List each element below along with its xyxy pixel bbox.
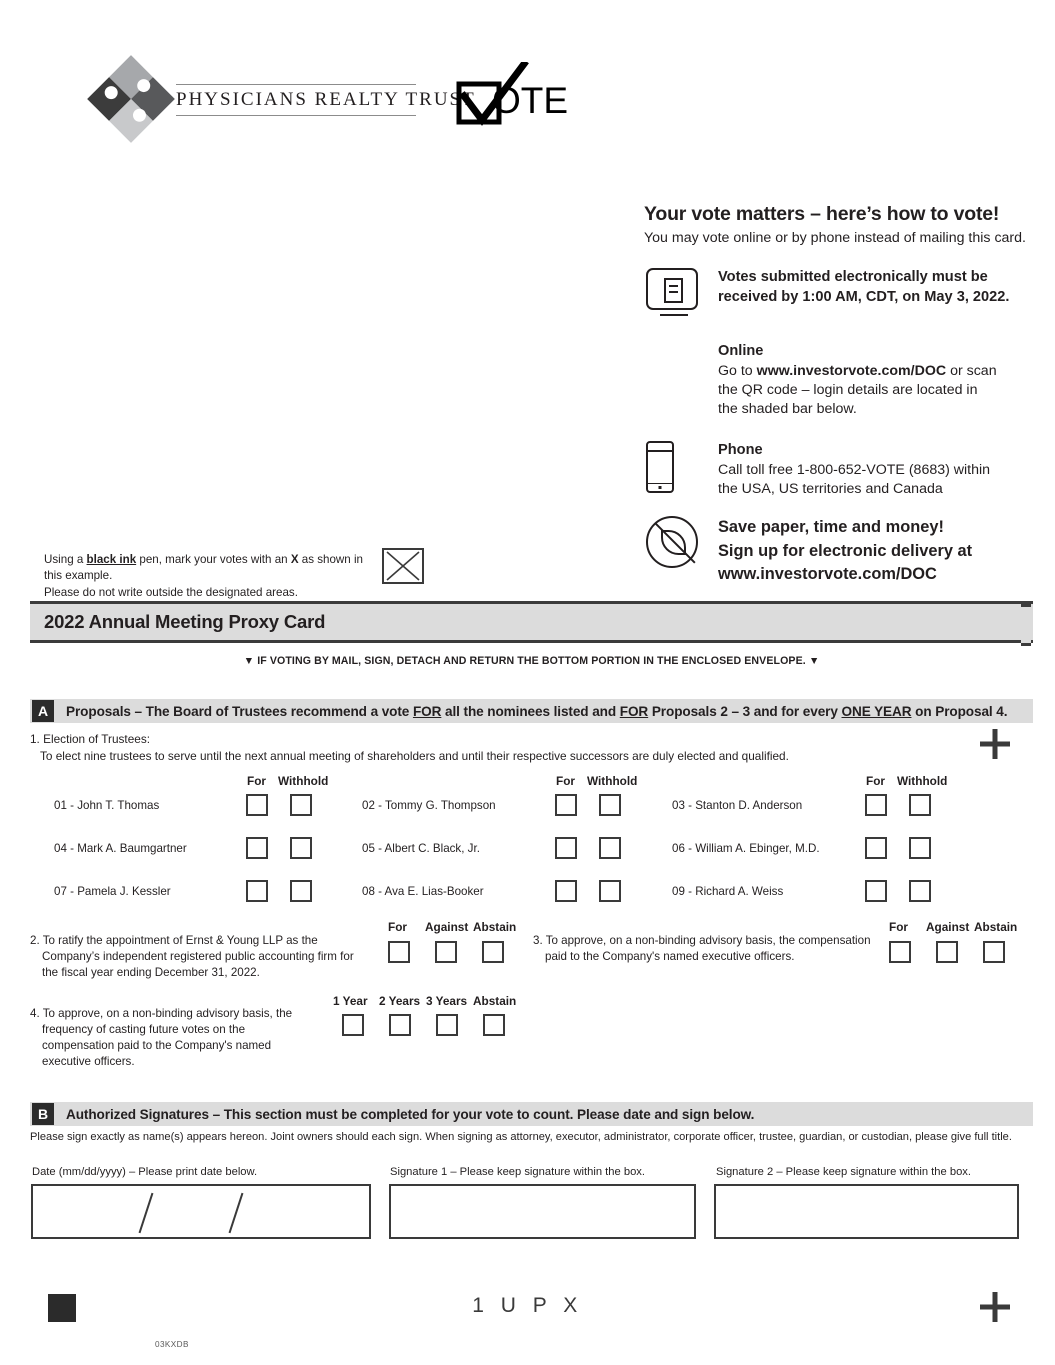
proposal-4-line-1: To approve, on a non-binding advisory basis, the <box>42 1007 293 1020</box>
nominee-label-03: 03 - Stanton D. Anderson <box>672 799 803 812</box>
no-paper-leaf-icon <box>644 516 718 587</box>
title-rule-bottom <box>30 640 1033 643</box>
how-to-vote-heading: Your vote matters – here’s how to vote! <box>644 203 1000 225</box>
proposal-4-3years-checkbox[interactable] <box>436 1014 458 1036</box>
nominee-03-withhold-checkbox[interactable] <box>909 794 931 816</box>
proposal-2-line-1: To ratify the appointment of Ernst & Young LLP as the <box>42 934 318 947</box>
form-code: 1 U P X <box>472 1294 583 1317</box>
nominee-08-for-checkbox[interactable] <box>555 880 577 902</box>
proposal-2-against-header: Against <box>425 920 469 934</box>
section-b-title: Authorized Signatures – This section must be completed for your vote to count. Please date and sign below. <box>66 1106 755 1122</box>
proposal-2-abstain-checkbox[interactable] <box>482 941 504 963</box>
mobile-phone-icon <box>644 441 718 499</box>
proposal-2-line-3: the fiscal year ending December 31, 2022. <box>42 965 260 979</box>
phone-line-1: Call toll free 1-800-652-VOTE (8683) within <box>718 461 991 478</box>
nominee-label-07: 07 - Pamela J. Kessler <box>54 885 171 898</box>
deadline-line-1: Votes submitted electronically must be <box>718 269 988 285</box>
mark-mid: pen, mark your votes with an <box>136 553 291 566</box>
proposal-1-heading <box>30 731 789 748</box>
proposal-3-for-header: For <box>889 920 909 934</box>
section-a-letter: A <box>32 700 54 722</box>
vote-wordmark-text: OTE <box>492 80 569 121</box>
proposal-4-2years-checkbox[interactable] <box>389 1014 411 1036</box>
proposal-4-number: 4. <box>30 1007 40 1020</box>
signature-instructions <box>30 1130 1033 1146</box>
marking-instructions <box>44 552 384 601</box>
nominee-09-for-checkbox[interactable] <box>865 880 887 902</box>
edelivery-line-3: www.investorvote.com/DOC <box>718 565 937 584</box>
nominee-col1-for-header: For <box>247 774 267 788</box>
nominee-col2-withhold-header: Withhold <box>587 774 638 788</box>
nominee-col1-withhold-header: Withhold <box>278 774 329 788</box>
nominee-label-08: 08 - Ava E. Lias-Booker <box>362 885 484 898</box>
proposal-4-text <box>30 1006 320 1070</box>
date-input-box[interactable] <box>31 1184 371 1239</box>
proposal-2-text <box>30 933 370 981</box>
proposal-3-against-checkbox[interactable] <box>936 941 958 963</box>
nominee-08-withhold-checkbox[interactable] <box>599 880 621 902</box>
proposal-4-abstain-header: Abstain <box>473 994 517 1008</box>
electronic-delivery-block <box>644 516 1034 587</box>
nominee-label-05: 05 - Albert C. Black, Jr. <box>362 842 480 855</box>
nominee-02-withhold-checkbox[interactable] <box>599 794 621 816</box>
proposal-4-1year-header: 1 Year <box>333 994 368 1008</box>
proposal-1-description: To elect nine trustees to serve until the next annual meeting of shareholders and until their respective successors are duly elected and qualified. <box>40 749 789 764</box>
signature-1-caption: Signature 1 – Please keep signature within the box. <box>390 1166 645 1178</box>
proposal-3-line-1: To approve, on a non-binding advisory basis, the compensation <box>545 934 871 947</box>
signature-note-line-1: Please sign exactly as name(s) appears hereon. Joint owners should each sign. When signing as attorney, executor, administrator, corporate officer, trustee, guardian, or custodian, please give <box>30 1131 972 1143</box>
nominee-label-04: 04 - Mark A. Baumgartner <box>54 842 187 855</box>
nominee-01-for-checkbox[interactable] <box>246 794 268 816</box>
phone-voting-block <box>644 441 1034 499</box>
phone-title: Phone <box>718 442 763 458</box>
online-line-1 <box>718 362 1034 381</box>
proposal-2-against-checkbox[interactable] <box>435 941 457 963</box>
proposal-4-2years-header: 2 Years <box>379 994 421 1008</box>
sec-a-mid-1: all the nominees listed and <box>441 703 620 719</box>
signature-1-input-box[interactable] <box>389 1184 696 1239</box>
section-a-title <box>54 704 1007 719</box>
mark-suffix: as shown in this example. <box>44 553 363 583</box>
vote-logo-icon <box>452 62 569 132</box>
nominee-05-for-checkbox[interactable] <box>555 837 577 859</box>
wordmark-rule-bottom <box>176 115 416 116</box>
nominee-06-withhold-checkbox[interactable] <box>909 837 931 859</box>
plus-registration-mark-bottom-icon <box>978 1290 1012 1324</box>
proposal-4-line-4: executive officers. <box>42 1054 135 1068</box>
nominee-05-withhold-checkbox[interactable] <box>599 837 621 859</box>
online-goto-prefix: Go to <box>718 362 757 379</box>
nominee-09-withhold-checkbox[interactable] <box>909 880 931 902</box>
proposal-3-abstain-checkbox[interactable] <box>983 941 1005 963</box>
date-slash-1-icon <box>139 1193 154 1234</box>
edelivery-line-2: Sign up for electronic delivery at <box>718 541 973 560</box>
monitor-icon <box>644 268 718 310</box>
sec-a-mid-2: Proposals 2 – 3 and for every <box>648 703 842 719</box>
signature-2-caption: Signature 2 – Please keep signature within the box. <box>716 1166 971 1178</box>
proposal-2-for-checkbox[interactable] <box>388 941 410 963</box>
online-line-2: the QR code – login details are located in <box>718 381 978 398</box>
phone-line-2: the USA, US territories and Canada <box>718 480 943 497</box>
control-code: 03KXDB <box>155 1340 189 1349</box>
company-name: PHYSICIANS REALTY TRUST <box>176 88 476 110</box>
proposal-4-1year-checkbox[interactable] <box>342 1014 364 1036</box>
electronic-deadline-block <box>644 268 1034 310</box>
nominee-01-withhold-checkbox[interactable] <box>290 794 312 816</box>
company-logo-row <box>100 68 476 130</box>
proposal-4-line-2: frequency of casting future votes on the <box>42 1022 246 1036</box>
nominee-02-for-checkbox[interactable] <box>555 794 577 816</box>
black-ink-emphasis: black ink <box>86 553 137 566</box>
proposal-3-line-2: paid to the Company's named executive officers. <box>545 949 795 963</box>
nominee-04-withhold-checkbox[interactable] <box>290 837 312 859</box>
proposal-4-3years-header: 3 Years <box>426 994 468 1008</box>
proposal-1-title: Election of Trustees: <box>43 732 151 746</box>
online-goto-suffix: or scan <box>946 362 997 379</box>
section-a-header <box>30 699 1033 723</box>
proposal-1-number: 1. <box>30 732 40 746</box>
mark-prefix: Using a <box>44 553 87 566</box>
plus-registration-mark-icon <box>978 727 1012 761</box>
qr-code-icon <box>644 342 718 419</box>
signature-note-line-2: full title. <box>974 1131 1012 1143</box>
proposal-3-abstain-header: Abstain <box>974 920 1018 934</box>
mark-x-letter: X <box>290 553 299 566</box>
section-b-header <box>30 1102 1033 1126</box>
nominee-col2-for-header: For <box>556 774 576 788</box>
puzzle-diamond-logo-icon <box>87 55 175 143</box>
nominee-label-06: 06 - William A. Ebinger, M.D. <box>672 842 820 855</box>
online-line-3: the shaded bar below. <box>718 400 857 417</box>
detach-notice: ▼ IF VOTING BY MAIL, SIGN, DETACH AND RETURN THE BOTTOM PORTION IN THE ENCLOSED ENVELOPE. ▼ <box>243 655 820 667</box>
proposal-4-line-3: compensation paid to the Company's named <box>42 1038 272 1052</box>
how-to-vote-section <box>644 203 1034 246</box>
nominee-07-withhold-checkbox[interactable] <box>290 880 312 902</box>
page-title: 2022 Annual Meeting Proxy Card <box>44 611 326 632</box>
proposal-2-for-header: For <box>388 920 408 934</box>
nominee-label-09: 09 - Richard A. Weiss <box>672 885 784 898</box>
proposal-3-against-header: Against <box>926 920 970 934</box>
proxy-card-title-bar <box>30 604 1033 640</box>
date-slash-2-icon <box>229 1193 244 1234</box>
mark-line-2: Please do not write outside the designated areas. <box>44 585 298 599</box>
nominee-06-for-checkbox[interactable] <box>865 837 887 859</box>
sec-a-for-2: FOR <box>619 703 649 719</box>
x-mark-example-box-icon <box>382 548 424 584</box>
date-field-caption: Date (mm/dd/yyyy) – Please print date below. <box>32 1166 258 1178</box>
how-to-vote-subheading: You may vote online or by phone instead of mailing this card. <box>644 230 1026 246</box>
nominee-07-for-checkbox[interactable] <box>246 880 268 902</box>
proposal-2-abstain-header: Abstain <box>473 920 517 934</box>
sec-a-pre: Proposals – The Board of Trustees recommend a vote <box>66 703 413 719</box>
proposal-2-number: 2. <box>30 934 40 947</box>
sec-a-for-1: FOR <box>412 703 442 719</box>
online-title: Online <box>718 343 764 359</box>
online-voting-block <box>644 342 1034 419</box>
signature-2-input-box[interactable] <box>714 1184 1019 1239</box>
nominee-03-for-checkbox[interactable] <box>865 794 887 816</box>
proposal-3-number: 3. <box>533 934 543 947</box>
nominee-04-for-checkbox[interactable] <box>246 837 268 859</box>
nominee-col3-for-header: For <box>866 774 886 788</box>
nominee-col3-withhold-header: Withhold <box>897 774 948 788</box>
deadline-line-2: received by 1:00 AM, CDT, on May 3, 2022. <box>718 288 1010 305</box>
proposal-2-line-2: Company’s independent registered public accounting firm for <box>42 949 354 963</box>
nominee-label-02: 02 - Tommy G. Thompson <box>362 799 496 812</box>
sec-a-post: on Proposal 4. <box>911 703 1008 719</box>
title-bar-right-tab <box>1021 604 1031 646</box>
proposal-1-label <box>30 731 789 765</box>
proposal-4-abstain-checkbox[interactable] <box>483 1014 505 1036</box>
section-b-letter: B <box>32 1103 54 1125</box>
sec-a-one-year: ONE YEAR <box>841 703 912 719</box>
proposal-3-for-checkbox[interactable] <box>889 941 911 963</box>
proposal-3-text <box>533 933 883 965</box>
company-wordmark <box>176 77 476 122</box>
edelivery-line-1: Save paper, time and money! <box>718 518 944 536</box>
online-url: www.investorvote.com/DOC <box>756 362 947 379</box>
nominee-label-01: 01 - John T. Thomas <box>54 799 160 812</box>
